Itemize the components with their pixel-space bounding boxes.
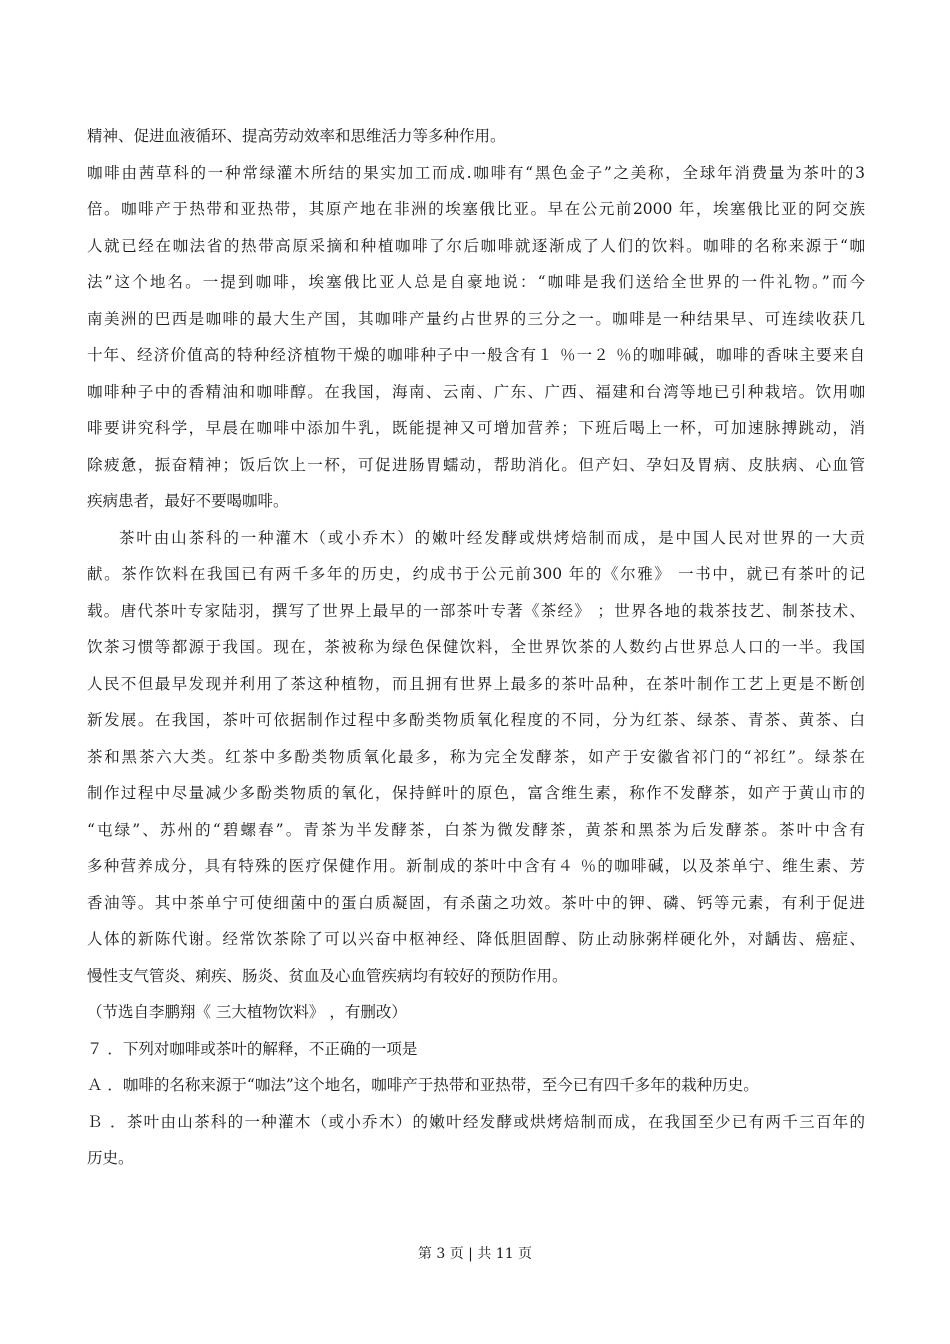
text-line: “屯绿”、苏州的“碧螺春”。青茶为半发酵茶，白茶为微发酵茶，黄茶和黑茶为后发酵茶。茶叶中含有 (87, 820, 865, 839)
text-line: 南美洲的巴西是咖啡的最大生产国，其咖啡产量约占世界的三分之一。咖啡是一种结果早、可连续收获几 (87, 309, 865, 328)
page-footer (0, 1243, 950, 1263)
text-line: 历史。 (87, 1149, 134, 1167)
text-line: 茶和黑茶六大类。红茶中多酚类物质氧化最多，称为完全发酵茶，如产于安徽省祁门的“祁红”。绿茶在 (87, 747, 865, 766)
text-line: 多种营养成分，具有特殊的医疗保健作用。新制成的茶叶中含有４ ％的咖啡碱，以及茶单宁、维生素、芳 (87, 857, 865, 875)
text-line: 制作过程中尽量减少多酚类物质的氧化，保持鲜叶的原色，富含维生素，称作不发酵茶，如产于黄山市的 (87, 784, 865, 802)
text-line: 献。茶作饮料在我国已有两千多年的历史，约成书于公元前300 年的《尔雅》 一书中，就已有茶叶的记 (87, 565, 865, 583)
text-line: 人民不但最早发现并利用了茶这种植物，而且拥有世界上最多的茶叶品种，在茶叶制作工艺上更是不断创 (87, 674, 865, 693)
text-line: 精神、促进血液循环、提高劳动效率和思维活力等多种作用。 (87, 127, 506, 145)
text-line: 咖啡由茜草科的一种常绿灌木所结的果实加工而成.咖啡有“黑色金子”之美称，全球年消费量为茶叶的3 (87, 163, 865, 182)
text-line: 载。唐代茶叶专家陆羽，撰写了世界上最早的一部茶叶专著《茶经》 ；世界各地的栽茶技艺、制茶技术、 (87, 601, 865, 620)
page-number-label: 第 3 页 | 共 11 页 (417, 1246, 533, 1262)
text-line: 饮茶习惯等都源于我国。现在，茶被称为绿色保健饮料，全世界饮茶的人数约占世界总人口的一半。我国 (87, 638, 865, 656)
text-line: 咖啡种子中的香精油和咖啡醇。在我国，海南、云南、广东、广西、福建和台湾等地已引种栽培。饮用咖 (87, 382, 865, 401)
text-line: 慢性支气管炎、痢疾、肠炎、贫血及心血管疾病均有较好的预防作用。 (87, 966, 568, 985)
text-line: 法”这个地名。一提到咖啡，埃塞俄比亚人总是自豪地说：“咖啡是我们送给全世界的一件礼物。”而今 (87, 273, 865, 291)
text-line: Ａ ．咖啡的名称来源于“咖法”这个地名，咖啡产于热带和亚热带，至今已有四千多年的栽种历史。 (87, 1076, 759, 1094)
text-line: （节选自李鹏翔《 三大植物饮料》 ，有删改） (87, 1003, 407, 1021)
text-line: 人就已经在咖法省的热带高原采摘和种植咖啡了尔后咖啡就逐渐成了人们的饮料。咖啡的名称来源于“咖 (87, 236, 865, 255)
text-line: 除疲惫，振奋精神；饭后饮上一杯，可促进肠胃蠕动，帮助消化。但产妇、孕妇及胃病、皮肤病、心血管 (87, 455, 865, 474)
text-line: 香油等。其中茶单宁可使细菌中的蛋白质凝固，有杀菌之功效。茶叶中的钾、磷、钙等元素，有利于促进 (87, 893, 865, 912)
text-line: 啡要讲究科学，早晨在咖啡中添加牛乳，既能提神又可增加营养；下班后喝上一杯，可加速脉搏跳动，消 (87, 419, 865, 437)
text-line: Ｂ ．茶叶由山茶科的一种灌木（或小乔木）的嫩叶经发酵或烘烤焙制而成，在我国至少已有两千三百年的 (87, 1112, 865, 1131)
text-line: 新发展。在我国，茶叶可依据制作过程中多酚类物质氧化程度的不同，分为红茶、绿茶、青茶、黄茶、白 (87, 711, 865, 729)
text-line: 疾病患者，最好不要喝咖啡。 (87, 492, 289, 510)
text-line: ７ ．下列对咖啡或茶叶的解释，不正确的一项是 (87, 1039, 418, 1058)
document-body (87, 118, 865, 1177)
text-line: 茶叶由山茶科的一种灌木（或小乔木）的嫩叶经发酵或烘烤焙制而成，是中国人民对世界的一大贡 (119, 528, 865, 547)
text-line: 倍。咖啡产于热带和亚热带，其原产地在非洲的埃塞俄比亚。早在公元前2000 年，埃塞俄比亚的阿交族 (87, 200, 865, 218)
text-line: 人体的新陈代谢。经常饮茶除了可以兴奋中枢神经、降低胆固醇、防止动脉粥样硬化外，对龋齿、癌症、 (87, 930, 865, 948)
text-line: 十年、经济价值高的特种经济植物干燥的咖啡种子中一般含有１ ％一２ ％的咖啡碱，咖啡的香味主要来自 (87, 346, 865, 364)
